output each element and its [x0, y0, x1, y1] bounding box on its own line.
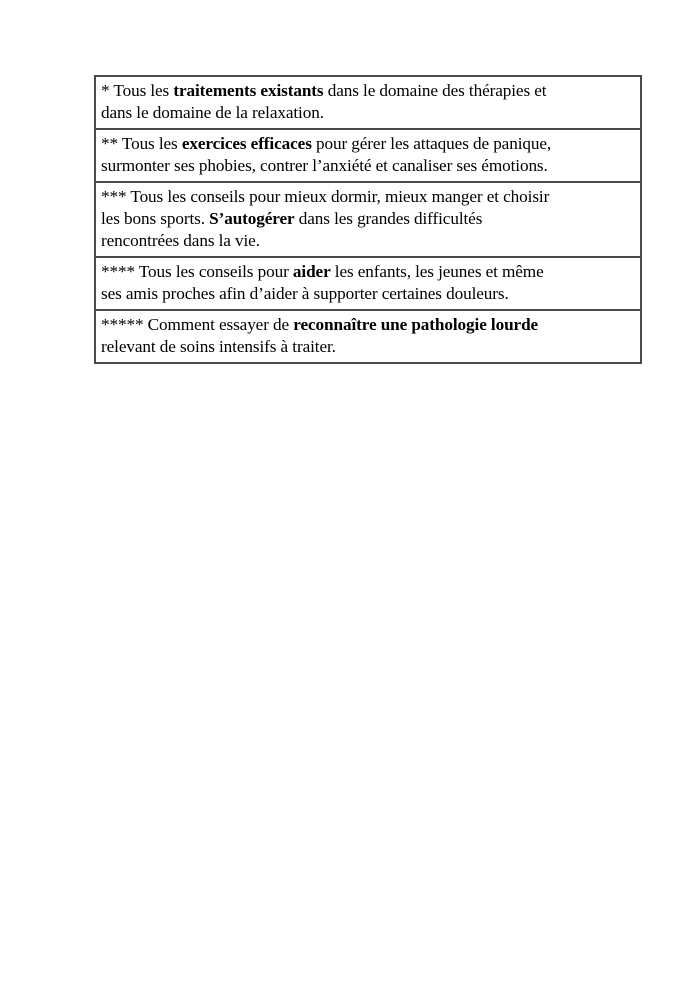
bold-text: reconnaître une pathologie lourde [293, 315, 539, 334]
text-segment: pour gérer les attaques de panique, [311, 134, 552, 153]
text-line [101, 102, 635, 124]
text-segment: les bons sports. [101, 209, 210, 228]
text-segment: dans le domaine de la relaxation. [101, 103, 324, 122]
table-cell [95, 182, 641, 257]
bold-text: exercices efficaces [181, 134, 312, 153]
text-line [101, 133, 635, 155]
table-body [95, 76, 641, 363]
text-segment: surmonter ses phobies, contrer l’anxiété et canaliser ses émotions. [101, 156, 548, 175]
text-segment: dans les grandes difficultés [294, 209, 483, 228]
table-cell [95, 257, 641, 310]
text-segment: ** Tous les [101, 134, 182, 153]
table-row [95, 257, 641, 310]
text-segment: dans le domaine des thérapies et [323, 81, 547, 100]
text-line [101, 208, 635, 230]
table-row [95, 76, 641, 129]
bold-text: traitements existants [173, 81, 324, 100]
table-cell [95, 76, 641, 129]
table-cell [95, 310, 641, 363]
text-segment: rencontrées dans la vie. [101, 231, 260, 250]
text-line [101, 336, 635, 358]
bold-text: aider [292, 262, 331, 281]
text-line [101, 314, 635, 336]
text-line [101, 283, 635, 305]
table-cell [95, 129, 641, 182]
text-segment: * Tous les [101, 81, 174, 100]
boxed-list-table [94, 75, 642, 364]
table-row [95, 129, 641, 182]
text-line [101, 155, 635, 177]
text-segment: les enfants, les jeunes et même [330, 262, 544, 281]
text-line [101, 80, 635, 102]
text-line [101, 186, 635, 208]
text-segment: relevant de soins intensifs à traiter. [101, 337, 336, 356]
bold-text: S’autogérer [209, 209, 295, 228]
text-segment: ses amis proches afin d’aider à supporter certaines douleurs. [101, 284, 509, 303]
text-segment: *** Tous les conseils pour mieux dormir, mieux manger et choisir [101, 187, 550, 206]
text-line [101, 230, 635, 252]
text-segment: ***** Comment essayer de [101, 315, 294, 334]
text-line [101, 261, 635, 283]
text-segment: **** Tous les conseils pour [101, 262, 293, 281]
table-row [95, 182, 641, 257]
table-row [95, 310, 641, 363]
